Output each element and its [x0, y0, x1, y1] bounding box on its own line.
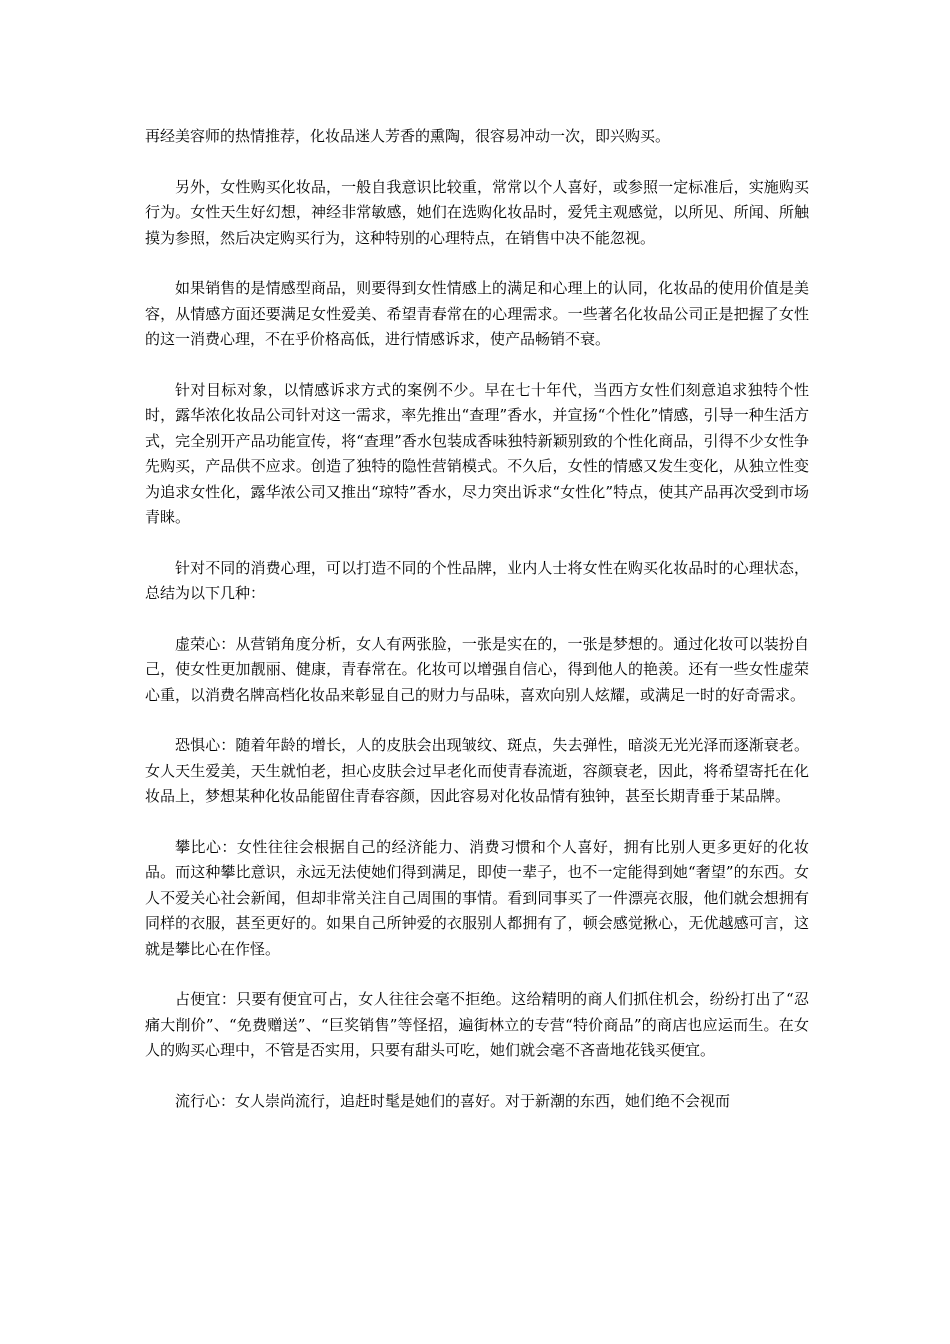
paragraph-bargain: 占便宜：只要有便宜可占，女人往往会毫不拒绝。这给精明的商人们抓住机会，纷纷打出了“忍痛大削价”、“免费赠送”、“巨奖销售”等怪招，遍街林立的专营“特价商品”的商店也应运而生。在女人的购买心理中，不管是否实用，只要有甜头可吃，她们就会毫不吝啬地花钱买便宜。 [145, 990, 809, 1059]
paragraph-comparison: 攀比心：女性往往会根据自己的经济能力、消费习惯和个人喜好，拥有比别人更多更好的化妆品。而这种攀比意识，永远无法使她们得到满足，即使一辈子，也不一定能得到她“奢望”的东西。女人不爱关心社会新闻，但却非常关注自己周围的事情。看到同事买了一件漂亮衣服，他们就会想拥有同样的衣服，甚至更好的。如果自己所钟爱的衣服别人都拥有了，顿会感觉揪心，无优越感可言，这就是攀比心在作怪。 [145, 837, 809, 958]
paragraph-case-study: 针对目标对象，以情感诉求方式的案例不少。早在七十年代，当西方女性们刻意追求独特个性时，露华浓化妆品公司针对这一需求，率先推出“查理”香水，并宣扬“个性化”情感，引导一种生活方式，完全别开产品功能宣传，将“查理”香水包装成香味独特新颖别致的个性化商品，引得不少女性争先购买，产品供不应求。创造了独特的隐性营销模式。不久后，女性的情感又发生变化，从独立性变为追求女性化，露华浓公司又推出“琼特”香水，尽力突出诉求“女性化”特点，使其产品再次受到市场青睐。 [145, 380, 809, 526]
paragraph-emotional-products: 如果销售的是情感型商品，则要得到女性情感上的满足和心理上的认同，化妆品的使用价值是美容，从情感方面还要满足女性爱美、希望青春常在的心理需求。一些著名化妆品公司正是把握了女性的这一消费心理，不在乎价格高低，进行情感诉求，使产品畅销不衰。 [145, 279, 809, 348]
paragraph-trend: 流行心：女人崇尚流行，追赶时髦是她们的喜好。对于新潮的东西，她们绝不会视而 [175, 1091, 731, 1110]
document-body [145, 124, 809, 1139]
paragraph-consumer-psychology-intro: 针对不同的消费心理，可以打造不同的个性品牌，业内人士将女性在购买化妆品时的心理状态，总结为以下几种： [145, 558, 809, 602]
paragraph-continuation: 再经美容师的热情推荐，化妆品迷人芳香的熏陶，很容易冲动一次，即兴购买。 [145, 127, 671, 145]
paragraph-self-awareness: 另外，女性购买化妆品，一般自我意识比较重，常常以个人喜好，或参照一定标准后，实施购买行为。女性天生好幻想，神经非常敏感，她们在选购化妆品时，爱凭主观感觉，以所见、所闻、所触摸为参照，然后决定购买行为，这种特别的心理特点，在销售中决不能忽视。 [145, 177, 809, 247]
paragraph-fear: 恐惧心：随着年龄的增长，人的皮肤会出现皱纹、斑点，失去弹性，暗淡无光光泽而逐渐衰老。女人天生爱美，天生就怕老，担心皮肤会过早老化而使青春流逝，容颜衰老，因此，将希望寄托在化妆品上，梦想某种化妆品能留住青春容颜，因此容易对化妆品情有独钟，甚至长期青垂于某品牌。 [145, 736, 809, 805]
paragraph-vanity: 虚荣心：从营销角度分析，女人有两张脸，一张是实在的，一张是梦想的。通过化妆可以装扮自己，使女性更加靓丽、健康，青春常在。化妆可以增强自信心，得到他人的艳羡。还有一些女性虚荣心重，以消费名牌高档化妆品来彰显自己的财力与品味，喜欢向别人炫耀，或满足一时的好奇需求。 [145, 634, 809, 704]
